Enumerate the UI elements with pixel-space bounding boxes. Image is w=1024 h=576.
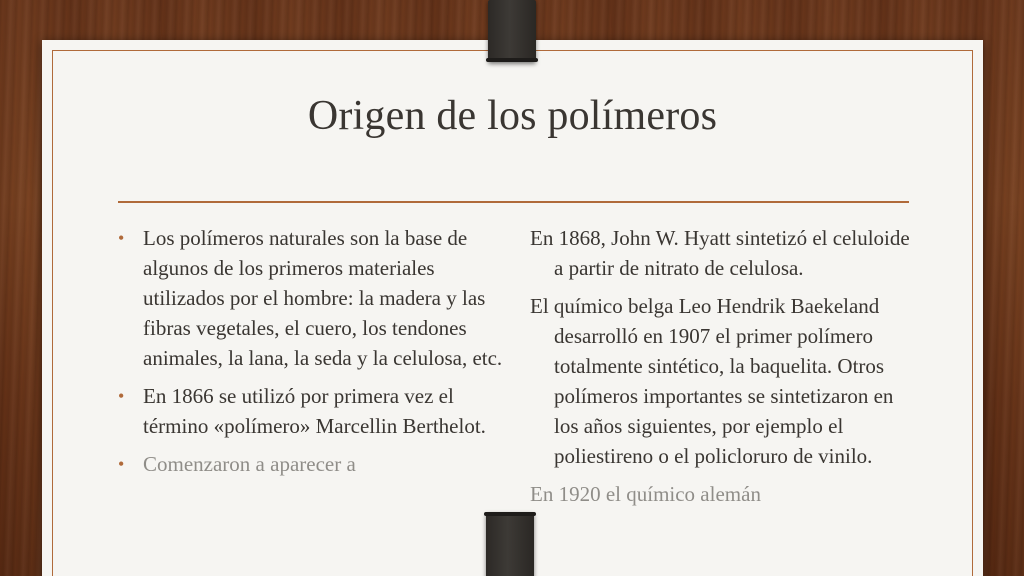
bullet-icon: • (118, 454, 125, 474)
bullet-icon: • (118, 386, 125, 406)
slide-card (42, 40, 983, 576)
paragraph: El químico belga Leo Hendrik Baekeland desarrolló en 1907 el primer polímero totalmente sintético, la baquelita. Otros polímeros importantes se sintetizaron en los años siguientes, por ejemplo el poliestireno o el policloruro de vinilo. (530, 294, 894, 468)
bullet-text: Los polímeros naturales son la base de algunos de los primeros materiales utilizados por el hombre: la madera y las fibras vegetales, el cuero, los tendones animales, la lana, la seda y la celulosa, etc. (143, 226, 503, 370)
paragraph: En 1920 el químico alemán (530, 482, 761, 506)
left-column (118, 223, 506, 487)
right-column (530, 223, 910, 517)
bullet-item (118, 223, 506, 373)
bullet-item (118, 449, 506, 479)
title-divider (118, 201, 909, 203)
slide-title: Origen de los polímeros (307, 93, 718, 139)
binder-clip-top (488, 0, 536, 62)
paragraph: En 1868, John W. Hyatt sintetizó el celuloide a partir de nitrato de celulosa. (530, 226, 910, 280)
bullet-text: En 1866 se utilizó por primera vez el término «polímero» Marcellin Berthelot. (143, 384, 486, 438)
bullet-item (118, 381, 506, 441)
bullet-text: Comenzaron a aparecer a (143, 452, 356, 476)
binder-clip-bottom (486, 512, 534, 576)
bullet-icon: • (118, 228, 125, 248)
